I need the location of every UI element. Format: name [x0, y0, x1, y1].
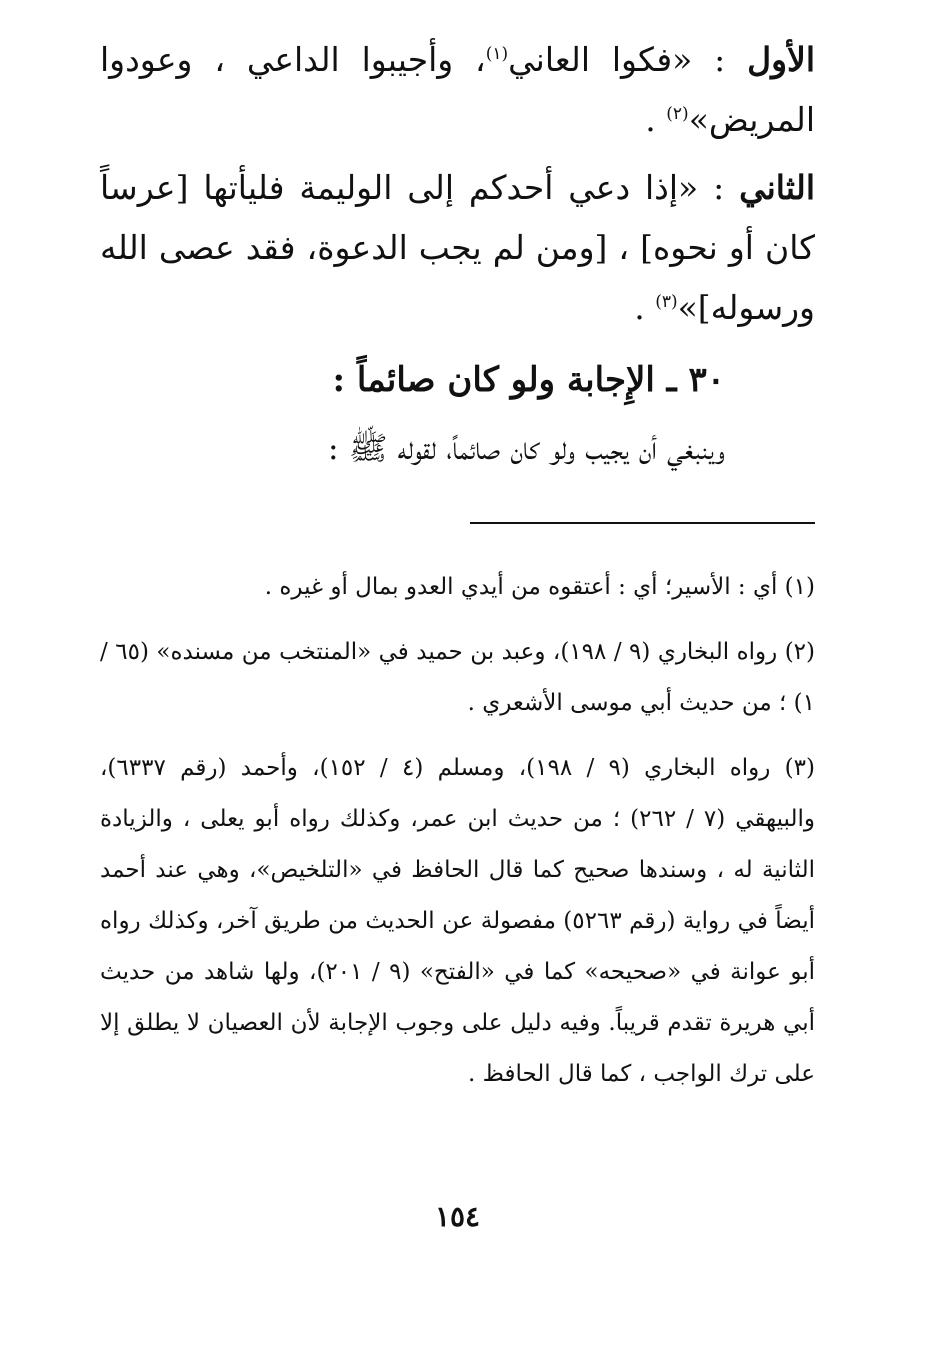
footnote-2: (٢) رواه البخاري (٩ / ١٩٨)، وعبد بن حميد في «المنتخب من مسنده» (٦٥ / ١) ؛ من حديث أبي موسى الأشعري .	[100, 639, 816, 716]
paragraph-first-text-c: .	[645, 100, 656, 139]
paragraph-first-text-b: ، وأجيبوا الداعي ، وعودوا المريض»	[100, 40, 815, 139]
footnote-ref-3: (٣)	[655, 292, 678, 312]
footnote-ref-1: (١)	[485, 44, 509, 64]
paragraph-first-text-a: : «فكوا العاني	[508, 40, 726, 79]
paragraph-second-text-b: .	[634, 288, 645, 327]
footnote-separator	[470, 522, 815, 524]
page-number: ١٥٤	[434, 1200, 481, 1233]
paragraph-first-lead: الأول	[747, 40, 816, 79]
section-intro: وينبغي أن يجيب ولو كان صائماً، لقوله ﷺ :	[327, 429, 725, 467]
footnote-3: (٣) رواه البخاري (٩ / ١٩٨)، ومسلم (٤ / ١٥٢)، وأحمد (رقم ٦٣٣٧)، والبيهقي (٧ / ٢٦٢) ؛ من حديث ابن عمر، وكذلك رواه أبو يعلى ، والزيادة الثانية له ، وسندها صحيح كما قال الحافظ في «التلخيص»، وهي عند أحمد أيضاً في رواية (رقم ٥٢٦٣) مفصولة عن الحديث من طريق آخر، وكذلك رواه أبو عوانة في «صحيحه» كما في «الفتح» (٩ / ٢٠١)، ولها شاهد من حديث أبي هريرة تقدم قريباً. وفيه دليل على وجوب الإجابة لأن العصيان لا يطلق إلا على ترك الواجب ، كما قال الحافظ .	[100, 755, 816, 1087]
footnote-1: (١) أي : الأسير؛ أي : أعتقوه من أيدي العدو بمال أو غيره .	[264, 574, 815, 600]
paragraph-second-lead: الثاني	[739, 168, 815, 207]
footnote-ref-2: (٢)	[666, 104, 689, 124]
paragraph-second-text-a: : «إذا دعي أحدكم إلى الوليمة فليأتها [عرساً كان أو نحوه] ، [ومن لم يجب الدعوة، فقد عصى الله ورسوله]»	[100, 168, 815, 327]
section-heading: ٣٠ ـ الإِجابة ولو كان صائماً :	[332, 360, 725, 400]
book-page	[100, 30, 815, 1330]
paragraph-second	[100, 158, 815, 338]
paragraph-first	[100, 30, 815, 150]
